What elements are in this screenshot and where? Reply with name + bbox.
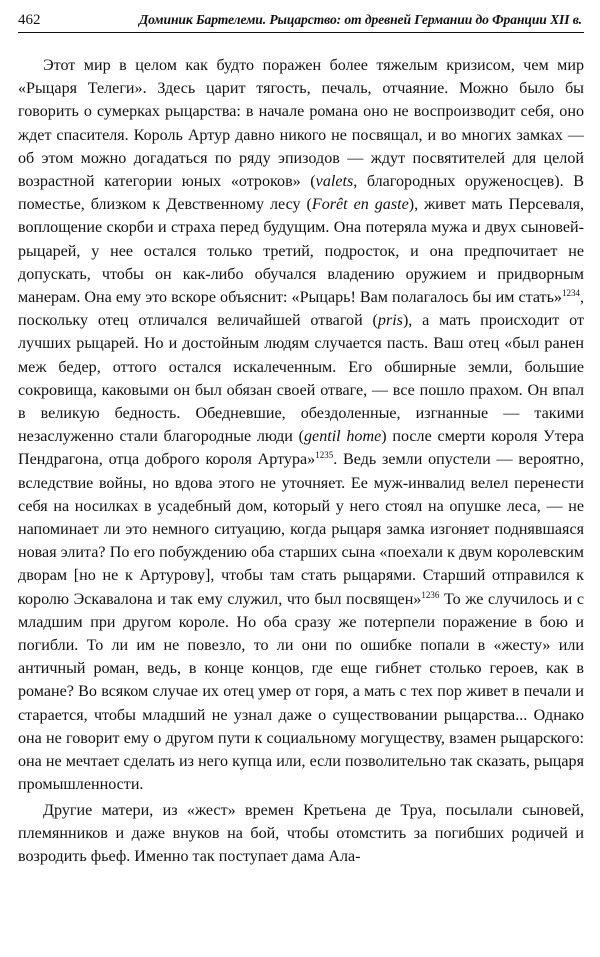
footnote-ref: 1234 [561,288,580,299]
italic-term: gentil home [304,428,382,446]
italic-term: pris [377,312,403,330]
body-text [18,54,584,868]
paragraph-2: Другие матери, из «жест» времен Кретьена де Труа, посылали сыновей, племянников и даже внуков на бой, чтобы отомстить за погибших родичей и возродить фьеф. Именно так поступает дама Ала- [18,801,584,865]
text-run: , поскольку отец отличался величайшей отвагой ( [18,289,584,330]
text-run: Этот мир в целом как будто поражен более тяжелым кризисом, чем мир «Рыцаря Телеги». Здесь царит тягость, печаль, отчаяние. Можно было бы говорить о сумерках рыцарства: в начале романа оно не воспроизводит себя, оно ждет спасителя. Король Артур давно никого не посвящал, и во многих замках — об этом можно догадаться по ряду эпизодов — ждут посвятителей для целой возрастной категории юных «отроков» ( [18,57,584,191]
footnote-ref: 1235 [315,450,334,461]
page-header [18,8,584,33]
italic-term: valets [315,173,354,191]
paragraph-1 [18,54,584,797]
text-run: , благородных оруженосцев). В поместье, близком к Девственному лесу ( [18,173,584,214]
text-run: ), живет мать Персеваля, воплощение скорби и страха перед будущим. Она потеряла мужа и двух сыновей-рыцарей, у нее остался только третий, подросток, и она предпочитает не допускать, чтобы он как-либо обучался владению оружием и придворным манерам. Она ему это вскоре объяснит: «Рыцарь! Вам полагалось бы им стать» [18,196,584,307]
text-run: ), а мать происходит от лучших рыцарей. Но и достойным людям случается пасть. Ваш отец «был ранен меж бедер, оттого остался искалеченным. Его обширные земли, большие сокровища, каковыми он был обязан своей отваге, — все пошло прахом. Он впал в великую бедность. Обедневшие, обездоленные, изгнанные — такими незаслуженно стали благородные люди ( [18,312,584,446]
footnote-ref: 1236 [421,589,440,600]
running-head: Доминик Бартелеми. Рыцарство: от древней Германии до Франции XII в. [138,12,582,27]
text-run: . Ведь земли опустели — вероятно, вследствие войны, но вдова этого не уточняет. Ее муж-инвалид велел перенести себя на носилках в усадебный дом, который у него стоял на опушке леса, — не напоминает ли это немного ситуацию, когда рыцаря замка изгоняет поднявшаяся новая элита? По его побуждению оба старших сына «поехали к двум королевским дворам [но не к Артурову], чтобы там стать рыцарями. Старший отправился к королю Эскавалона и так ему служил, что был посвящен» [18,451,584,608]
text-run: То же случилось и с младшим при другом короле. Но оба сразу же потерпели поражение в бою и погибли. То ли им не повезло, то ли они по ошибке попали в «жесту» или античный роман, ведь, в конце концов, где еще гибнет столько героев, как в романе? Во всяком случае их отец умер от горя, а мать с тех пор живет в печали и старается, чтобы младший не узнал даже о существовании рыцарства... Однако она не говорит ему о другом пути к социальному могуществу, взамен рыцарского: она не мечтает сделать из него купца или, если позволительно так сказать, рыцаря промышленности. [18,590,584,794]
text-run: ) после смерти короля Утера Пендрагона, отца доброго короля Артура» [18,428,584,469]
italic-term: Forêt en gaste [311,196,409,214]
page-number: 462 [18,12,41,28]
